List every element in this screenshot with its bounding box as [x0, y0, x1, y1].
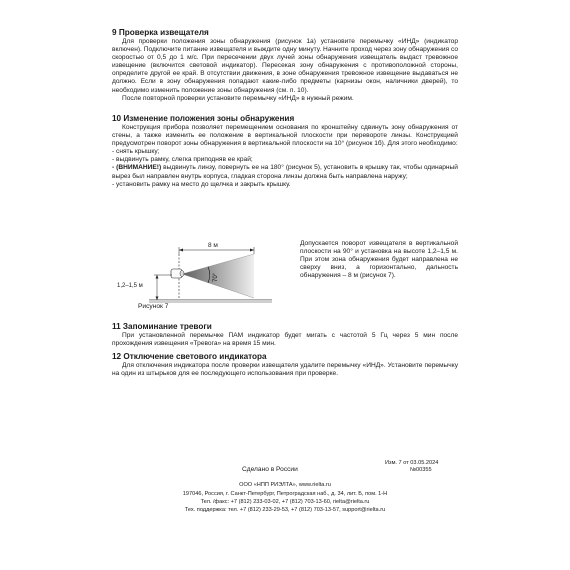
section-10-paragraph-1: Конструкция прибора позволяет перемещением основания по кронштейну сдвинуть зону обнаружения от стены, а также изменить ее положение в вертикальной плоскости при перевороте линзы. Конструкцией предусмотрен поворот зоны обнаружения в вертикальной плоскости на 10° (рисунок 1б). Для этого необходимо: [112, 124, 458, 148]
dimension-arrow-left [179, 249, 183, 252]
dimension-8m-label: 8 м [208, 242, 218, 249]
company-address: 197046, Россия, г. Санкт-Петербург, Петроградская наб., д. 34, лит. Б, пом. 1-Н [182, 491, 388, 497]
bullet-rotate-lens-text: выдвинуть линзу, повернуть ее на 180° (рисунок 5), установить в крышку так, чтобы одинарный вырез был направлен внутрь корпуса, гладкая сторона линзы должна быть направлена наружу; [112, 164, 458, 180]
detector-lens [180, 271, 184, 277]
document-number: №00355 [410, 467, 432, 473]
section-12 [112, 352, 458, 378]
section-10-title: 10 Изменение положения зоны обнаружения [112, 114, 295, 123]
section-9-title: 9 Проверка извещателя [112, 28, 209, 37]
section-12-title: 12 Отключение светового индикатора [112, 352, 267, 361]
company-name: ООО «НПП РИЭЛТА», www.rielta.ru [239, 482, 331, 488]
company-phone: Тел. /факс: +7 (812) 233-03-02, +7 (812) 703-13-60, rielta@rielta.ru [200, 499, 370, 505]
figure-7-caption: Рисунок 7 [138, 303, 169, 310]
section-9-paragraph-2: После повторной проверки установите перемычку «ИНД» в нужный режим. [122, 94, 354, 102]
section-9 [112, 28, 458, 103]
section-10 [112, 114, 458, 189]
bullet-install-frame: - установить рамку на место до щелчка и закрыть крышку. [112, 180, 291, 188]
section-12-paragraph-1: Для отключения индикатора после проверки извещателя удалите перемычку «ИНД». Установите перемычку на один из штырьков для ее последующего использования при проверке. [112, 362, 458, 378]
section-9-paragraph-1: Для проверки положения зоны обнаружения (рисунок 1а) установите перемычку «ИНД» (индикатор включен). Подключите питание извещателя и выждите одну минуту. Начните проход через зону обнаружения со скоростью от 0,5 до 1 м/с. При пересечении двух лучей зоны обнаружения извещатель выдаст тревожное извещение (включится световой индикатор). Пересекая зону обнаружения с противоположной стороны, определите другой ее край. В отсутствии движения, в зоне обнаружения тревожное извещение выдаваться не должно. Если в зону обнаружения попадают какие-либо предметы (карнизы окон, наличники дверей), то необходимо изменить положение зоны обнаружения (см. п. 10). [112, 38, 458, 94]
section-11-title: 11 Запоминание тревоги [112, 322, 212, 331]
bullet-slide-frame: - выдвинуть рамку, слегка приподняв ее край; [112, 156, 253, 164]
section-10-side-note: Допускается поворот извещателя в вертикальной плоскости на 90° и установка на высоте 1,2–1,5 м. При этом зона обнаружения будет направлена не сверху вниз, а горизонтально, дальность обнаружения – 8 м (рисунок 7). [300, 240, 458, 280]
dimension-arrow-right [250, 249, 254, 252]
section-11 [112, 322, 458, 348]
bullet-remove-cover: - снять крышку; [112, 148, 160, 156]
angle-label: 70° [213, 272, 219, 282]
bullet-rotate-lens [112, 164, 458, 180]
height-arrow-top [156, 275, 159, 279]
made-in-russia: Сделано в России [242, 466, 298, 473]
revision-label: Изм. 7 от 03.05.2024 [385, 460, 439, 466]
section-11-paragraph-1: При установленной перемычке ПАМ индикатор будет мигать с частотой 5 Гц через 5 мин после прохождения извещения «Тревога» на время 15 мин. [112, 332, 458, 348]
height-label: 1,2–1,5 м [117, 283, 143, 289]
support-phone: Тех. поддержка: тел. +7 (812) 233-29-53, +7 (812) 703-13-57, support@rielta.ru [184, 507, 386, 513]
attention-label: - (ВНИМАНИЕ!) [112, 164, 162, 172]
height-arrow-bottom [156, 297, 159, 301]
